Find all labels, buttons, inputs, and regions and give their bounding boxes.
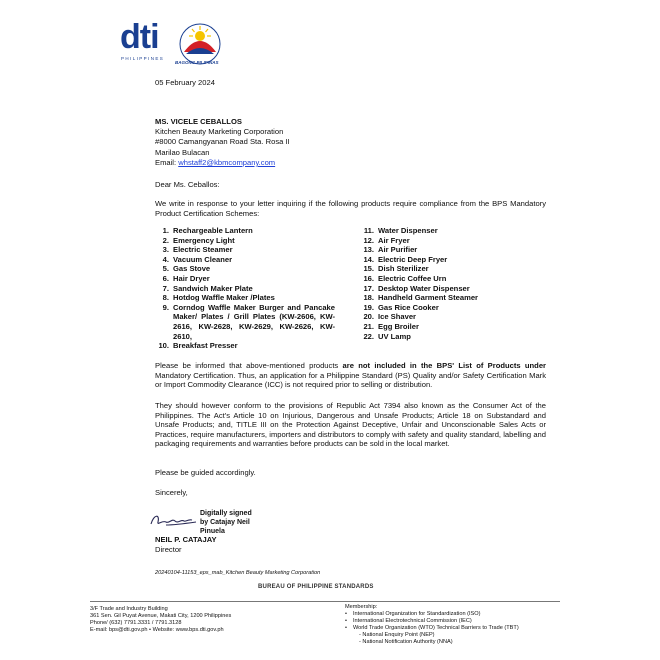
list-item — [155, 284, 335, 294]
list-item-number: 5. — [162, 264, 169, 274]
list-item — [155, 236, 335, 246]
paragraph-not-included — [155, 361, 546, 390]
list-item-number: 13. — [363, 245, 374, 255]
list-item-number: 15. — [363, 264, 374, 274]
dti-logo: dti — [120, 18, 159, 56]
membership-title: Membership: — [345, 604, 378, 610]
paragraph-consumer-act: They should however conform to the provisions of Republic Act 7394 also known as the Consumer Act of the Philippines. The Act's Article 10 on Injurious, Dangerous and Unsafe Products; Article 18 on Substandard and Unsafe Products; and, TITLE III on the Protection Against Deceptive, Unfair and Unconscionable Sales Acts or Practices, require manufacturers, importers and distributors to comply with safety and quality standard, labelling and packaging requirements and warranties before products can be sold in the local market. — [155, 401, 546, 449]
footer-address-line: E-mail: bps@dti.gov.ph • Website: www.bps.dti.gov.ph — [90, 627, 224, 633]
bagong-pilipinas-label: BAGONG PILIPINAS — [175, 60, 219, 65]
membership-label: International Electrotechnical Commission (IEC) — [353, 618, 472, 624]
footer-address — [90, 606, 330, 634]
recipient-email-link[interactable]: whstaff2@kbmcompany.com — [178, 158, 276, 167]
handwritten-signature-icon — [148, 510, 200, 532]
footer-address-line: Phone/ (632) 7791.3331 / 7791.3128 — [90, 620, 182, 626]
list-item-number: 17. — [363, 283, 374, 293]
membership-label: International Organization for Standardization (ISO) — [353, 611, 481, 617]
list-item — [360, 236, 540, 246]
sub-membership-item: - National Enquiry Point (NEP) — [359, 632, 435, 638]
bureau-name: BUREAU OF PHILIPPINE STANDARDS — [258, 584, 374, 590]
list-item-number: 1. — [162, 226, 169, 235]
list-item — [360, 332, 540, 342]
list-item — [360, 255, 540, 265]
recipient-name: MS. VICELE CEBALLOS — [155, 117, 242, 126]
paragraph-not-included-emphasis: are not included in the BPS' List of Products under — [342, 361, 546, 370]
recipient-company: Kitchen Beauty Marketing Corporation — [155, 127, 284, 136]
list-item-label: Hair Dryer — [173, 273, 210, 283]
intro-paragraph: We write in response to your letter inquiring if the following products require compliance from the BPS Mandatory Product Certification Schemes: — [155, 199, 546, 218]
list-item — [360, 226, 540, 236]
footer-divider — [90, 601, 560, 602]
list-item-number: 20. — [363, 312, 374, 322]
list-item-label: Emergency Light — [173, 235, 235, 245]
list-item — [360, 245, 540, 255]
list-item — [360, 293, 540, 303]
bullet-icon: • — [345, 625, 347, 631]
list-item-label: Sandwich Maker Plate — [173, 283, 253, 293]
list-item-label: Egg Broiler — [378, 321, 419, 331]
recipient-email-line — [155, 158, 275, 168]
list-item-number: 10. — [158, 341, 169, 351]
list-item-label: Desktop Water Dispenser — [378, 283, 470, 293]
list-item — [155, 274, 335, 284]
salutation: Dear Ms. Ceballos: — [155, 180, 220, 189]
list-item — [360, 264, 540, 274]
digital-signature-line-2: by Catajay Neil — [200, 519, 250, 526]
closing: Sincerely, — [155, 488, 188, 497]
list-item — [360, 274, 540, 284]
product-list-right — [360, 226, 540, 341]
membership-label: World Trade Organization (WTO) Technical Barriers to Trade (TBT) — [353, 625, 519, 631]
digital-signature-line-1: Digitally signed — [200, 510, 252, 517]
list-item-label: Handheld Garment Steamer — [378, 293, 479, 303]
list-item-number: 2. — [162, 235, 169, 245]
list-item-number: 9. — [162, 302, 169, 312]
footer-membership — [345, 604, 565, 646]
list-item-number: 22. — [363, 331, 374, 341]
list-item-label: Gas Stove — [173, 264, 211, 274]
list-item-label: Air Fryer — [378, 235, 410, 245]
paragraph-guided: Please be guided accordingly. — [155, 468, 256, 477]
list-item — [155, 226, 335, 236]
list-item-label: Hotdog Waffle Maker /Plates — [173, 293, 275, 303]
membership-list — [345, 611, 565, 632]
list-item — [360, 312, 540, 322]
list-item-number: 6. — [162, 273, 169, 283]
list-item-number: 18. — [363, 293, 374, 303]
recipient-address-1: #8000 Camangyanan Road Sta. Rosa II — [155, 137, 290, 146]
list-item-number: 19. — [363, 302, 374, 312]
list-item-label: Electric Steamer — [173, 245, 233, 255]
list-item-number: 12. — [363, 235, 374, 245]
list-item-number: 4. — [162, 254, 169, 264]
list-item-number: 21. — [363, 321, 374, 331]
list-item-label: Vacuum Cleaner — [173, 254, 233, 264]
paragraph-not-included-a: Please be informed that above-mentioned products — [155, 361, 343, 370]
list-item — [155, 245, 335, 255]
list-item-number: 11. — [363, 226, 374, 235]
list-item-number: 7. — [162, 283, 169, 293]
list-item — [155, 293, 335, 303]
digital-signature-block — [200, 509, 252, 536]
footer-address-line: 361 Sen. Gil Puyat Avenue, Makati City, 1200 Philippines — [90, 613, 232, 619]
list-item-label: Electric Coffee Urn — [378, 273, 447, 283]
list-item-number: 14. — [363, 254, 374, 264]
membership-item — [345, 625, 565, 632]
list-item-label: UV Lamp — [378, 331, 411, 341]
signatory-title: Director — [155, 545, 182, 554]
list-item-number: 16. — [363, 273, 374, 283]
list-item — [360, 303, 540, 313]
paragraph-not-included-c: Mandatory Certification. Thus, an application for a Philippine Standard (PS) Quality and/or Safety Certification Mark or Import Commodity Clearance (ICC) is not required prior to selling or distribution. — [155, 370, 546, 390]
list-item-label: Gas Rice Cooker — [378, 302, 439, 312]
sub-membership-item: - National Notification Authority (NNA) — [359, 639, 453, 645]
list-item-label: Ice Shaver — [378, 312, 416, 322]
sub-membership-list — [345, 632, 565, 646]
list-item-number: 8. — [162, 293, 169, 303]
email-label: Email: — [155, 158, 177, 167]
bullet-icon: • — [345, 618, 347, 624]
recipient-address-2: Marilao Bulacan — [155, 148, 210, 157]
membership-item — [345, 618, 565, 625]
list-item — [360, 322, 540, 332]
list-item — [360, 284, 540, 294]
digital-signature-line-3: Pinuela — [200, 528, 225, 535]
footer-address-line: 3/F Trade and Industry Building — [90, 606, 168, 612]
dti-logo-subtext: PHILIPPINES — [121, 56, 165, 61]
list-item — [155, 303, 335, 341]
list-item-label: Air Purifier — [378, 245, 418, 255]
list-item-label: Breakfast Presser — [173, 341, 238, 351]
list-item — [155, 255, 335, 265]
reference-code: 20240104-11153_eps_mab_Kitchen Beauty Marketing Corporation — [155, 570, 321, 576]
list-item-number: 3. — [162, 245, 169, 255]
membership-item — [345, 611, 565, 618]
list-item-label: Dish Sterilizer — [378, 264, 429, 274]
list-item-label: Corndog Waffle Maker Burger and Pancake Maker/ Plates / Grill Plates (KW-2606, KW-2616, KW-2628, KW-2629, KW-2626, KW-2610, — [173, 302, 335, 341]
list-item-label: Electric Deep Fryer — [378, 254, 448, 264]
list-item-label: Water Dispenser — [378, 226, 438, 235]
letter-date: 05 February 2024 — [155, 78, 215, 87]
product-list-left — [155, 226, 335, 351]
list-item-label: Rechargeable Lantern — [173, 226, 253, 235]
bullet-icon: • — [345, 611, 347, 617]
signatory-name: NEIL P. CATAJAY — [155, 535, 217, 544]
list-item — [155, 341, 335, 351]
list-item — [155, 264, 335, 274]
